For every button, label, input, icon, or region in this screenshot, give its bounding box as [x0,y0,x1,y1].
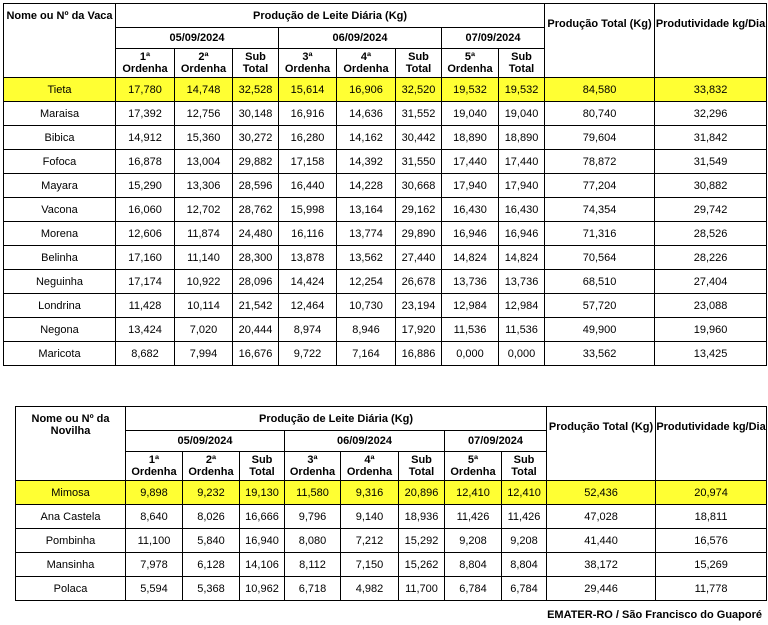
value-cell: 24,480 [233,222,279,246]
value-cell: 15,998 [279,198,337,222]
value-cell: 8,080 [285,529,341,553]
productivity-header: Produtividade kg/Dia [655,4,767,78]
value-cell: 20,896 [399,481,445,505]
animal-name-cell: Mansinha [16,553,126,577]
animal-name-cell: Vacona [4,198,116,222]
date-header: 06/09/2024 [285,431,445,452]
value-cell: 47,028 [547,505,656,529]
value-cell: 30,668 [396,174,442,198]
value-cell: 28,762 [233,198,279,222]
table-row [4,222,767,246]
value-cell: 11,428 [116,294,175,318]
sub-header: Sub Total [499,49,545,78]
value-cell: 10,922 [175,270,233,294]
value-cell: 13,736 [442,270,499,294]
value-cell: 12,606 [116,222,175,246]
value-cell: 31,550 [396,150,442,174]
value-cell: 8,974 [279,318,337,342]
value-cell: 17,940 [442,174,499,198]
value-cell: 9,208 [502,529,547,553]
date-header: 06/09/2024 [279,28,442,49]
value-cell: 11,580 [285,481,341,505]
value-cell: 30,882 [655,174,767,198]
value-cell: 32,520 [396,78,442,102]
value-cell: 8,804 [445,553,502,577]
table-row [4,126,767,150]
table-row [16,577,767,601]
value-cell: 12,464 [279,294,337,318]
value-cell: 49,900 [545,318,655,342]
value-cell: 10,114 [175,294,233,318]
animal-name-cell: Mayara [4,174,116,198]
value-cell: 16,116 [279,222,337,246]
date-header: 07/09/2024 [445,431,547,452]
table-row [4,78,767,102]
sub-header: 1ª Ordenha [116,49,175,78]
value-cell: 9,796 [285,505,341,529]
value-cell: 15,269 [656,553,767,577]
value-cell: 16,878 [116,150,175,174]
sub-header: 4ª Ordenha [337,49,396,78]
value-cell: 28,300 [233,246,279,270]
value-cell: 31,552 [396,102,442,126]
value-cell: 19,040 [499,102,545,126]
value-cell: 10,962 [240,577,285,601]
table-row [4,150,767,174]
heifer-production-table [15,406,767,601]
value-cell: 16,940 [240,529,285,553]
value-cell: 9,140 [341,505,399,529]
value-cell: 30,148 [233,102,279,126]
sub-header: 1ª Ordenha [126,452,183,481]
animal-name-cell: Neguinha [4,270,116,294]
value-cell: 14,228 [337,174,396,198]
table-row [4,174,767,198]
value-cell: 12,702 [175,198,233,222]
value-cell: 15,360 [175,126,233,150]
value-cell: 15,290 [116,174,175,198]
value-cell: 74,354 [545,198,655,222]
table-row [4,318,767,342]
value-cell: 14,824 [442,246,499,270]
value-cell: 57,720 [545,294,655,318]
value-cell: 13,424 [116,318,175,342]
value-cell: 20,974 [656,481,767,505]
value-cell: 71,316 [545,222,655,246]
value-cell: 12,254 [337,270,396,294]
value-cell: 13,306 [175,174,233,198]
value-cell: 17,780 [116,78,175,102]
value-cell: 23,088 [655,294,767,318]
value-cell: 33,832 [655,78,767,102]
value-cell: 19,532 [499,78,545,102]
value-cell: 14,424 [279,270,337,294]
value-cell: 21,542 [233,294,279,318]
value-cell: 8,804 [502,553,547,577]
value-cell: 38,172 [547,553,656,577]
table-row [16,505,767,529]
value-cell: 5,594 [126,577,183,601]
animal-name-cell: Ana Castela [16,505,126,529]
group-header: Produção de Leite Diária (Kg) [116,4,545,28]
value-cell: 9,208 [445,529,502,553]
value-cell: 16,906 [337,78,396,102]
value-cell: 13,562 [337,246,396,270]
sub-header: 5ª Ordenha [445,452,502,481]
value-cell: 11,874 [175,222,233,246]
value-cell: 28,096 [233,270,279,294]
value-cell: 15,614 [279,78,337,102]
value-cell: 11,426 [502,505,547,529]
value-cell: 33,562 [545,342,655,366]
value-cell: 7,020 [175,318,233,342]
value-cell: 79,604 [545,126,655,150]
source-footer: EMATER-RO / São Francisco do Guaporé [547,609,762,621]
value-cell: 9,722 [279,342,337,366]
value-cell: 16,676 [233,342,279,366]
animal-name-cell: Negona [4,318,116,342]
value-cell: 11,100 [126,529,183,553]
value-cell: 8,026 [183,505,240,529]
value-cell: 14,824 [499,246,545,270]
value-cell: 9,232 [183,481,240,505]
value-cell: 15,292 [399,529,445,553]
value-cell: 11,536 [499,318,545,342]
value-cell: 28,596 [233,174,279,198]
productivity-header: Produtividade kg/Dia [656,407,767,481]
value-cell: 17,940 [499,174,545,198]
value-cell: 13,425 [655,342,767,366]
table-row [4,270,767,294]
table-row [16,529,767,553]
date-header: 05/09/2024 [126,431,285,452]
value-cell: 29,742 [655,198,767,222]
value-cell: 19,040 [442,102,499,126]
value-cell: 17,174 [116,270,175,294]
animal-name-cell: Fofoca [4,150,116,174]
sub-header: 3ª Ordenha [279,49,337,78]
value-cell: 14,748 [175,78,233,102]
animal-name-cell: Bibica [4,126,116,150]
value-cell: 13,878 [279,246,337,270]
sub-header: 5ª Ordenha [442,49,499,78]
value-cell: 12,410 [445,481,502,505]
value-cell: 6,784 [502,577,547,601]
value-cell: 7,164 [337,342,396,366]
value-cell: 8,640 [126,505,183,529]
sub-header: Sub Total [502,452,547,481]
value-cell: 68,510 [545,270,655,294]
value-cell: 11,778 [656,577,767,601]
value-cell: 16,430 [499,198,545,222]
sub-header: 2ª Ordenha [183,452,240,481]
value-cell: 12,984 [499,294,545,318]
value-cell: 5,840 [183,529,240,553]
value-cell: 12,756 [175,102,233,126]
date-header: 05/09/2024 [116,28,279,49]
value-cell: 9,316 [341,481,399,505]
value-cell: 13,004 [175,150,233,174]
value-cell: 17,920 [396,318,442,342]
value-cell: 6,718 [285,577,341,601]
value-cell: 18,936 [399,505,445,529]
value-cell: 14,636 [337,102,396,126]
table-row [16,481,767,505]
value-cell: 41,440 [547,529,656,553]
value-cell: 16,886 [396,342,442,366]
table-row [16,553,767,577]
value-cell: 18,811 [656,505,767,529]
value-cell: 19,960 [655,318,767,342]
value-cell: 11,426 [445,505,502,529]
animal-name-cell: Maraisa [4,102,116,126]
value-cell: 17,440 [442,150,499,174]
value-cell: 7,978 [126,553,183,577]
value-cell: 5,368 [183,577,240,601]
value-cell: 28,526 [655,222,767,246]
value-cell: 14,162 [337,126,396,150]
value-cell: 30,442 [396,126,442,150]
value-cell: 12,410 [502,481,547,505]
value-cell: 84,580 [545,78,655,102]
value-cell: 16,946 [442,222,499,246]
value-cell: 29,446 [547,577,656,601]
value-cell: 9,898 [126,481,183,505]
value-cell: 30,272 [233,126,279,150]
value-cell: 17,160 [116,246,175,270]
value-cell: 15,262 [399,553,445,577]
value-cell: 70,564 [545,246,655,270]
value-cell: 77,204 [545,174,655,198]
value-cell: 29,890 [396,222,442,246]
table-row [4,246,767,270]
value-cell: 13,164 [337,198,396,222]
value-cell: 0,000 [499,342,545,366]
value-cell: 32,296 [655,102,767,126]
value-cell: 19,130 [240,481,285,505]
value-cell: 13,736 [499,270,545,294]
name-header: Nome ou Nº da Vaca [4,4,116,78]
value-cell: 13,774 [337,222,396,246]
value-cell: 18,890 [442,126,499,150]
table-row [4,102,767,126]
value-cell: 31,549 [655,150,767,174]
value-cell: 14,392 [337,150,396,174]
sub-header: Sub Total [240,452,285,481]
value-cell: 6,128 [183,553,240,577]
value-cell: 8,946 [337,318,396,342]
animal-name-cell: Londrina [4,294,116,318]
value-cell: 17,158 [279,150,337,174]
value-cell: 16,946 [499,222,545,246]
animal-name-cell: Morena [4,222,116,246]
value-cell: 26,678 [396,270,442,294]
value-cell: 32,528 [233,78,279,102]
animal-name-cell: Belinha [4,246,116,270]
value-cell: 52,436 [547,481,656,505]
sub-header: Sub Total [396,49,442,78]
animal-name-cell: Polaca [16,577,126,601]
animal-name-cell: Mimosa [16,481,126,505]
value-cell: 11,700 [399,577,445,601]
value-cell: 17,392 [116,102,175,126]
value-cell: 7,212 [341,529,399,553]
sub-header: 4ª Ordenha [341,452,399,481]
value-cell: 7,150 [341,553,399,577]
table-row [4,198,767,222]
date-header: 07/09/2024 [442,28,545,49]
value-cell: 16,280 [279,126,337,150]
value-cell: 29,162 [396,198,442,222]
total-header: Produção Total (Kg) [547,407,656,481]
value-cell: 7,994 [175,342,233,366]
value-cell: 16,060 [116,198,175,222]
value-cell: 28,226 [655,246,767,270]
value-cell: 16,430 [442,198,499,222]
name-header: Nome ou Nº da Novilha [16,407,126,481]
value-cell: 11,536 [442,318,499,342]
cow-table-body [4,78,767,366]
value-cell: 16,666 [240,505,285,529]
table-row [4,342,767,366]
sub-header: 3ª Ordenha [285,452,341,481]
animal-name-cell: Maricota [4,342,116,366]
value-cell: 20,444 [233,318,279,342]
value-cell: 23,194 [396,294,442,318]
value-cell: 12,984 [442,294,499,318]
value-cell: 27,440 [396,246,442,270]
value-cell: 31,842 [655,126,767,150]
value-cell: 6,784 [445,577,502,601]
value-cell: 27,404 [655,270,767,294]
value-cell: 17,440 [499,150,545,174]
value-cell: 29,882 [233,150,279,174]
sub-header: 2ª Ordenha [175,49,233,78]
animal-name-cell: Tieta [4,78,116,102]
group-header: Produção de Leite Diária (Kg) [126,407,547,431]
value-cell: 0,000 [442,342,499,366]
animal-name-cell: Pombinha [16,529,126,553]
value-cell: 18,890 [499,126,545,150]
cow-production-table [3,3,767,366]
value-cell: 14,106 [240,553,285,577]
value-cell: 19,532 [442,78,499,102]
value-cell: 10,730 [337,294,396,318]
value-cell: 16,576 [656,529,767,553]
total-header: Produção Total (Kg) [545,4,655,78]
sub-header: Sub Total [399,452,445,481]
value-cell: 78,872 [545,150,655,174]
value-cell: 8,112 [285,553,341,577]
value-cell: 8,682 [116,342,175,366]
heifer-table-body [16,481,767,601]
sub-header: Sub Total [233,49,279,78]
value-cell: 16,916 [279,102,337,126]
value-cell: 16,440 [279,174,337,198]
value-cell: 11,140 [175,246,233,270]
value-cell: 4,982 [341,577,399,601]
value-cell: 80,740 [545,102,655,126]
value-cell: 14,912 [116,126,175,150]
table-row [4,294,767,318]
